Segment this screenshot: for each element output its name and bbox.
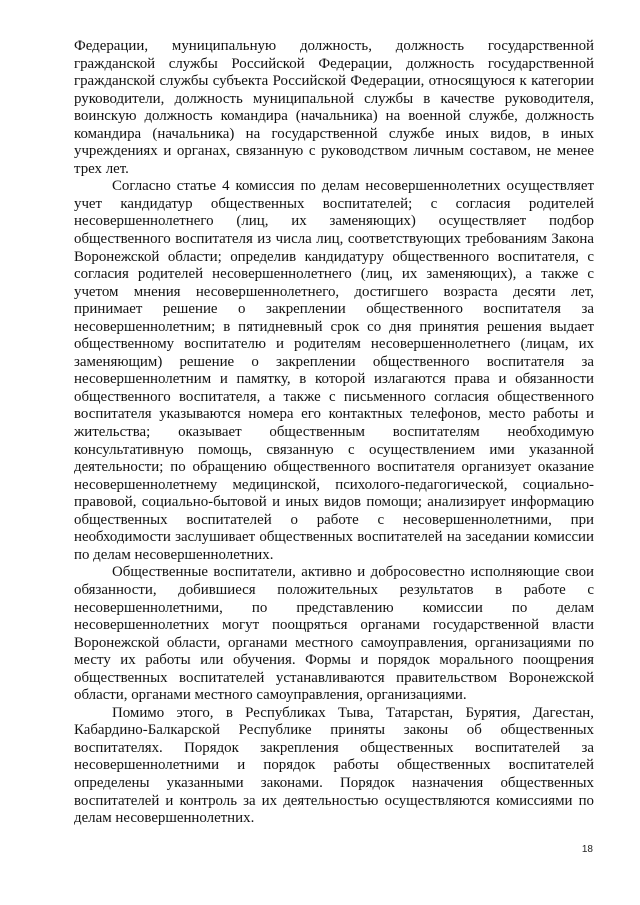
paragraph-other-republics: Помимо этого, в Республиках Тыва, Татарстан, Бурятия, Дагестан, Кабардино-Балкарской Республике приняты законы об общественных воспитателях. Порядок закрепления общественных воспитателей за несовершеннолетними и порядок работы общественных воспитателей определены указанными законами. Порядок назначения общественных воспитателей и контроль за их деятельностью осуществляются комиссиями по делам несовершеннолетних. xyxy=(74,704,594,827)
paragraph-continuation: Федерации, муниципальную должность, должность государственной гражданской службы Российской Федерации, должность государственной гражданской службы субъекта Российской Федерации, относящуюся к категории руководители, должность муниципальной службы в качестве руководителя, воинскую должность командира (начальника) на военной службе, должность командира (начальника) на государственной службе иных видов, в иных учреждениях и органах, связанную с руководством личным составом, не менее трех лет. xyxy=(74,38,594,177)
document-page xyxy=(74,38,594,828)
paragraph-encouragement: Общественные воспитатели, активно и добросовестно исполняющие свои обязанности, добившиеся положительных результатов в работе с несовершеннолетними, по представлению комиссии по делам несовершеннолетних могут поощряться органами государственной власти Воронежской области, органами местного самоуправления, организациями по месту их работы или обучения. Формы и порядок морального поощрения общественных воспитателей устанавливаются правительством Воронежской области, органами местного самоуправления, организациями. xyxy=(74,564,594,704)
page-number: 18 xyxy=(581,844,593,855)
paragraph-article-4: Согласно статье 4 комиссия по делам несовершеннолетних осуществляет учет кандидатур общественных воспитателей; с согласия родителей несовершеннолетнего (лиц, их заменяющих) осуществляет подбор общественного воспитателя из числа лиц, соответствующих требованиям Закона Воронежской области; определив кандидатуру общественного воспитателя, с согласия родителей несовершеннолетнего (лиц, их заменяющих), а также с учетом мнения несовершеннолетнего, достигшего возраста десяти лет, принимает решение о закреплении общественного воспитателя за несовершеннолетним; в пятидневный срок со дня принятия решения выдает общественному воспитателю и родителям несовершеннолетнего (лицам, их заменяющим) решение о закреплении общественного воспитателя за несовершеннолетним и памятку, в которой излагаются права и обязанности общественного воспитателя, а также с письменного согласия общественного воспитателя указываются номера его контактных телефонов, место работы и жительства; оказывает общественным воспитателям необходимую консультативную помощь, связанную с осуществлением ими указанной деятельности; по обращению общественного воспитателя организует оказание несовершеннолетнему медицинской, психолого-педагогической, социально-правовой, социально-бытовой и иных видов помощи; анализирует информацию общественных воспитателей о работе с несовершеннолетними, при необходимости заслушивает общественных воспитателей на заседании комиссии по делам несовершеннолетних. xyxy=(74,178,594,563)
